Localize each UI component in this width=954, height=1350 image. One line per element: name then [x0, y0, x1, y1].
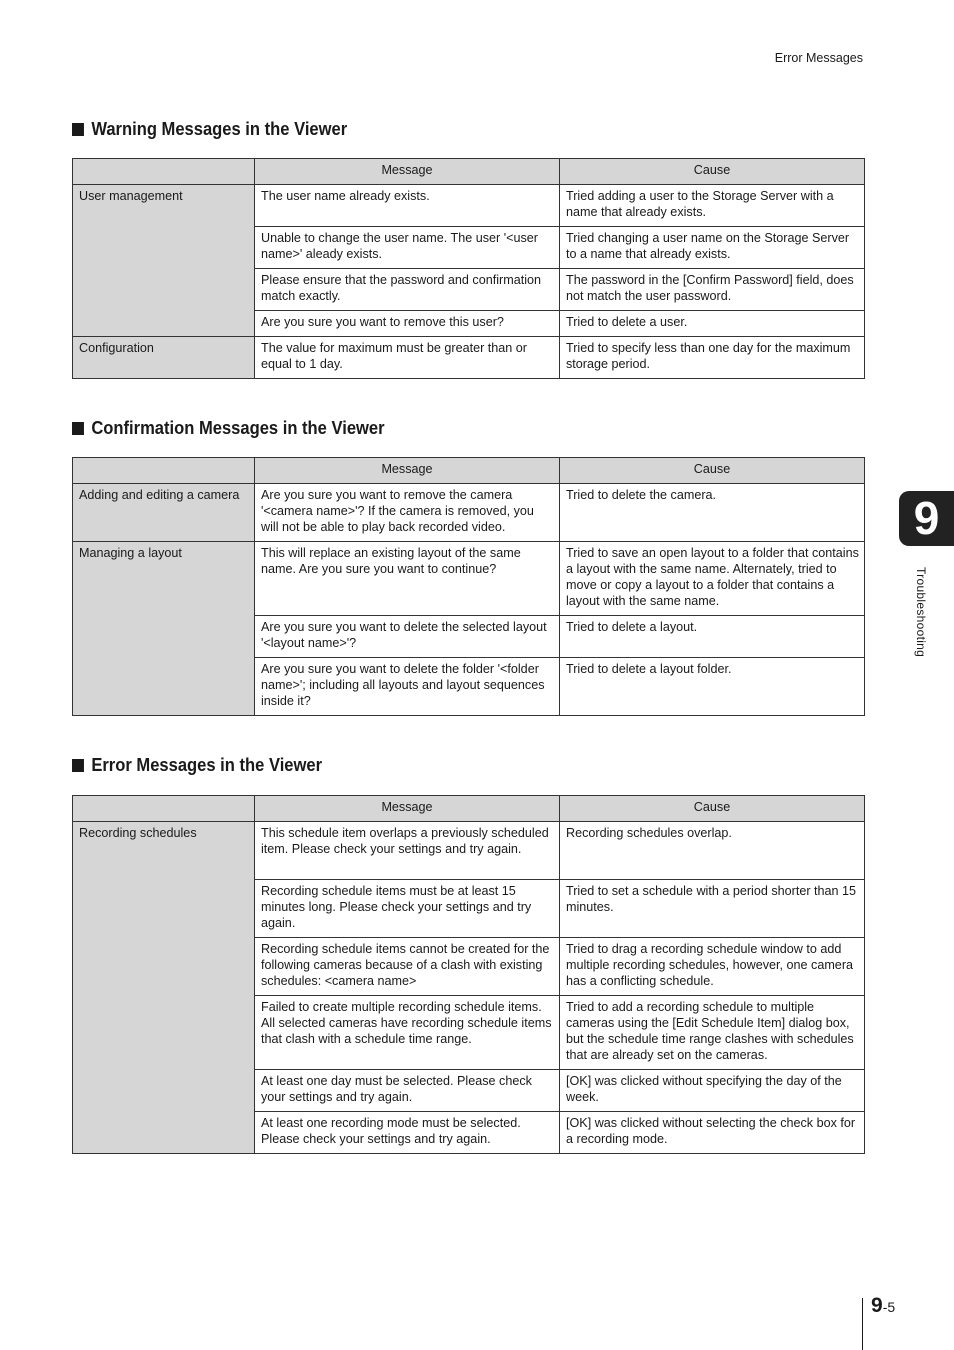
message-cell: Are you sure you want to remove the camera '<camera name>'? If the camera is removed, you will not be able to play back recorded video.	[255, 484, 560, 542]
message-cell: The value for maximum must be greater than or equal to 1 day.	[255, 337, 560, 379]
cause-cell: Tried to specify less than one day for the maximum storage period.	[560, 337, 865, 379]
section-heading	[72, 118, 801, 140]
page-chapter-number: 9	[871, 1294, 883, 1317]
message-cell: Failed to create multiple recording schedule items. All selected cameras have recording schedule items that clash with a schedule time range.	[255, 996, 560, 1070]
table-body	[73, 484, 865, 716]
chapter-tab: 9	[899, 491, 954, 546]
message-cell: This schedule item overlaps a previously scheduled item. Please check your settings and try again.	[255, 822, 560, 880]
header-message: Message	[255, 796, 560, 822]
warning-messages-table	[72, 158, 865, 379]
table-body	[73, 822, 865, 1154]
message-cell: The user name already exists.	[255, 185, 560, 227]
square-bullet-icon	[72, 123, 84, 136]
cause-cell: Tried to save an open layout to a folder that contains a layout with the same name. Alternately, tried to move or copy a layout to a folder that contains a layout with the same name.	[560, 542, 865, 616]
cause-cell: Tried to set a schedule with a period shorter than 15 minutes.	[560, 880, 865, 938]
cause-cell: Tried to add a recording schedule to multiple cameras using the [Edit Schedule Item] dialog box, but the schedule time range clashes with schedules that are already set on the cameras.	[560, 996, 865, 1070]
header-message: Message	[255, 458, 560, 484]
table-header-row	[73, 458, 865, 484]
table-row	[73, 542, 865, 616]
table-row	[73, 484, 865, 542]
cause-cell: Tried to drag a recording schedule window to add multiple recording schedules, however, one camera has a conflicting schedule.	[560, 938, 865, 996]
section-title: Warning Messages in the Viewer	[91, 118, 348, 139]
table-body	[73, 185, 865, 379]
error-messages-table	[72, 795, 865, 1154]
message-cell: Are you sure you want to remove this user?	[255, 311, 560, 337]
cause-cell: [OK] was clicked without selecting the check box for a recording mode.	[560, 1112, 865, 1154]
message-cell: At least one day must be selected. Please check your settings and try again.	[255, 1070, 560, 1112]
message-cell: At least one recording mode must be selected. Please check your settings and try again.	[255, 1112, 560, 1154]
header-category-cell	[73, 159, 255, 185]
category-cell: Managing a layout	[73, 542, 255, 716]
message-cell: Recording schedule items cannot be created for the following cameras because of a clash with existing schedules: <camera name>	[255, 938, 560, 996]
message-cell: Please ensure that the password and confirmation match exactly.	[255, 269, 560, 311]
table-row	[73, 822, 865, 880]
square-bullet-icon	[72, 759, 84, 772]
category-cell: Adding and editing a camera	[73, 484, 255, 542]
category-cell: Configuration	[73, 337, 255, 379]
cause-cell: Tried to delete a layout folder.	[560, 658, 865, 716]
header-message: Message	[255, 159, 560, 185]
page-number	[871, 1294, 895, 1318]
chapter-side-label: Troubleshooting	[914, 567, 928, 658]
running-head: Error Messages	[774, 51, 863, 65]
warning-messages-section	[72, 118, 864, 379]
category-cell: Recording schedules	[73, 822, 255, 1154]
table-row	[73, 185, 865, 227]
message-cell: Recording schedule items must be at least 15 minutes long. Please check your settings and try again.	[255, 880, 560, 938]
message-cell: Are you sure you want to delete the selected layout '<layout name>'?	[255, 616, 560, 658]
section-heading	[72, 417, 801, 439]
table-row	[73, 337, 865, 379]
cause-cell: Tried changing a user name on the Storage Server to a name that already exists.	[560, 227, 865, 269]
category-cell: User management	[73, 185, 255, 337]
table-header-row	[73, 159, 865, 185]
message-cell: Are you sure you want to delete the folder '<folder name>'; including all layouts and layout sequences inside it?	[255, 658, 560, 716]
header-cause: Cause	[560, 796, 865, 822]
square-bullet-icon	[72, 422, 84, 435]
cause-cell: [OK] was clicked without specifying the day of the week.	[560, 1070, 865, 1112]
cause-cell: Tried to delete the camera.	[560, 484, 865, 542]
confirmation-messages-section	[72, 417, 864, 716]
section-title: Confirmation Messages in the Viewer	[91, 417, 385, 438]
cause-cell: The password in the [Confirm Password] field, does not match the user password.	[560, 269, 865, 311]
cause-cell: Tried to delete a layout.	[560, 616, 865, 658]
message-cell: This will replace an existing layout of the same name. Are you sure you want to continue?	[255, 542, 560, 616]
section-title: Error Messages in the Viewer	[91, 754, 323, 775]
cause-cell: Tried adding a user to the Storage Server with a name that already exists.	[560, 185, 865, 227]
confirmation-messages-table	[72, 457, 865, 716]
table-header-row	[73, 796, 865, 822]
cause-cell: Recording schedules overlap.	[560, 822, 865, 880]
section-heading	[72, 754, 801, 776]
header-category-cell	[73, 796, 255, 822]
cause-cell: Tried to delete a user.	[560, 311, 865, 337]
page-sub-number: -5	[882, 1299, 896, 1315]
header-cause: Cause	[560, 159, 865, 185]
error-messages-section	[72, 754, 864, 1154]
message-cell: Unable to change the user name. The user '<user name>' aleady exists.	[255, 227, 560, 269]
header-cause: Cause	[560, 458, 865, 484]
page-number-rule	[862, 1298, 863, 1350]
header-category-cell	[73, 458, 255, 484]
